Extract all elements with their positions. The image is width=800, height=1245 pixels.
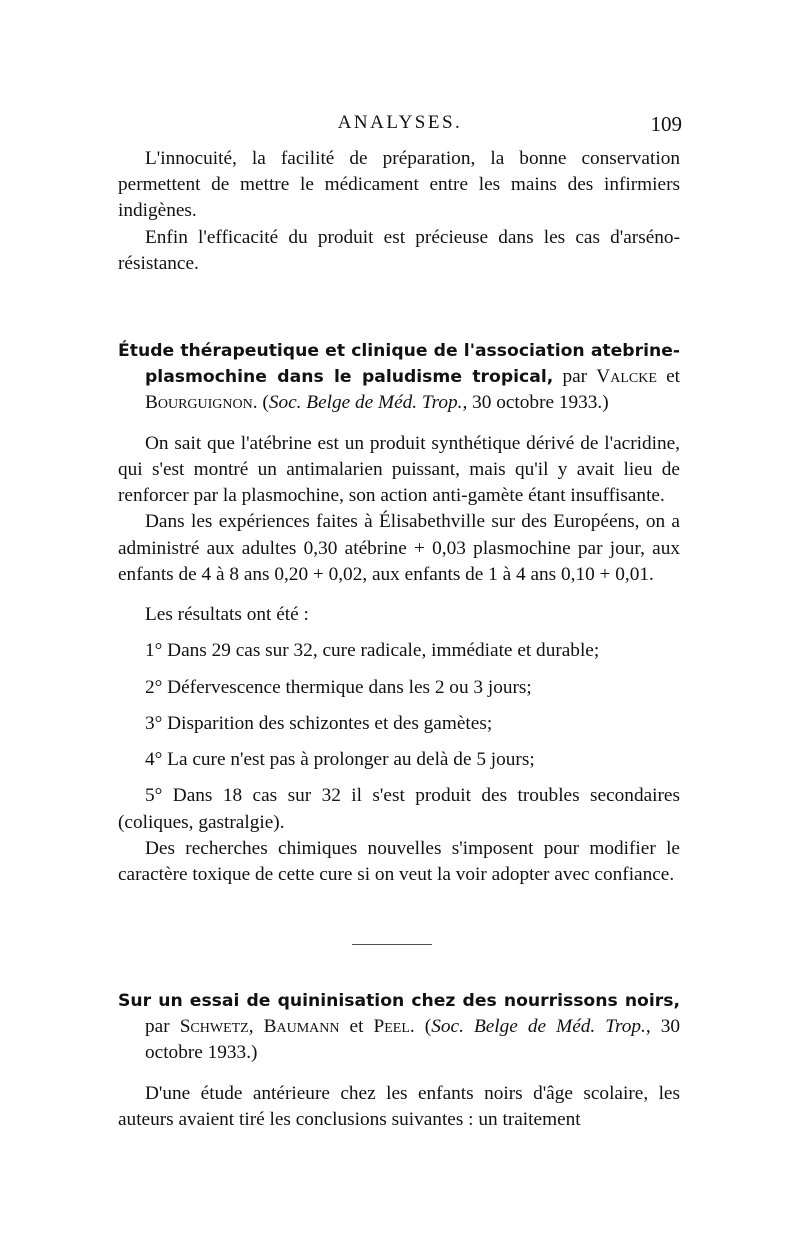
running-head [118, 112, 682, 142]
article-1-date: , 30 octobre 1933.) [462, 392, 609, 414]
article-2 [118, 988, 680, 1133]
page-number: 109 [650, 112, 682, 136]
article-2-author-1: Schwetz [179, 1016, 249, 1038]
article-2-sep: , [248, 1016, 264, 1038]
article-2-author-3: Peel [373, 1016, 410, 1038]
article-2-paragraph-1: D'une étude antérieure chez les enfants noirs d'âge scolaire, les auteurs avaient tiré les conclusions suivantes : un traitement [118, 1082, 680, 1130]
article-1-results-intro: Les résultats ont été : [145, 604, 309, 626]
article-1-title: Étude thérapeutique et clinique de l'association atebrine-plasmochine dans le paludisme tropical, [118, 341, 680, 388]
intro-section [118, 146, 680, 277]
article-1-by: par [553, 366, 597, 388]
result-item-5: 5° Dans 18 cas sur 32 il s'est produit des troubles secondaires (coliques, gastralgie). [118, 785, 680, 833]
article-2-source-open: . ( [409, 1016, 432, 1038]
article-2-date: , 30 octobre 1933.) [145, 1016, 681, 1064]
intro-paragraph-2: Enfin l'efficacité du produit est précieuse dans les cas d'arséno-résistance. [118, 226, 680, 274]
article-1-paragraph-1: On sait que l'atébrine est un produit synthétique dérivé de l'acridine, qui s'est montré un antimalarien puissant, mais qu'il y avait lieu de renforcer par la plasmochine, son action anti-gamète étant insuffisante. [118, 432, 680, 507]
article-2-author-2: Baumann [263, 1016, 340, 1038]
article-1-source-open: . ( [252, 392, 269, 414]
intro-paragraph-1: L'innocuité, la facilité de préparation, la bonne conservation permettent de mettre le médicament entre les mains des infirmiers indigènes. [118, 148, 680, 222]
result-item-1: 1° Dans 29 cas sur 32, cure radicale, immédiate et durable; [145, 640, 600, 662]
article-1-paragraph-final: Des recherches chimiques nouvelles s'imposent pour modifier le caractère toxique de cette cure si on veut la voir adopter avec confiance. [118, 837, 680, 885]
article-1-author-2: Bourguignon [145, 392, 253, 414]
article-1-author-1: Valcke [596, 366, 657, 388]
article-2-title: Sur un essai de quininisation chez des nourrissons noirs, [118, 991, 680, 1011]
result-item-2: 2° Défervescence thermique dans les 2 ou 3 jours; [145, 676, 532, 698]
result-item-4: 4° La cure n'est pas à prolonger au delà de 5 jours; [145, 749, 535, 771]
article-1-journal: Soc. Belge de Méd. Trop. [268, 392, 463, 414]
article-1-paragraph-2: Dans les expériences faites à Élisabethville sur des Européens, on a administré aux adultes 0,30 atébrine + 0,03 plasmochine par jour, aux enfants de 4 à 8 ans 0,20 + 0,02, aux enfants de 1 à 4 ans 0,10 + 0,01. [118, 511, 680, 585]
article-2-by: par [145, 1016, 180, 1038]
running-title: ANALYSES. [337, 112, 463, 133]
article-2-heading [118, 988, 680, 1067]
result-item-3: 3° Disparition des schizontes et des gamètes; [145, 712, 493, 734]
section-divider [352, 944, 432, 945]
article-1 [118, 338, 680, 888]
article-1-and: et [656, 366, 680, 388]
article-2-journal: Soc. Belge de Méd. Trop. [431, 1016, 646, 1038]
article-1-heading [118, 338, 680, 417]
article-2-and: et [339, 1016, 374, 1038]
